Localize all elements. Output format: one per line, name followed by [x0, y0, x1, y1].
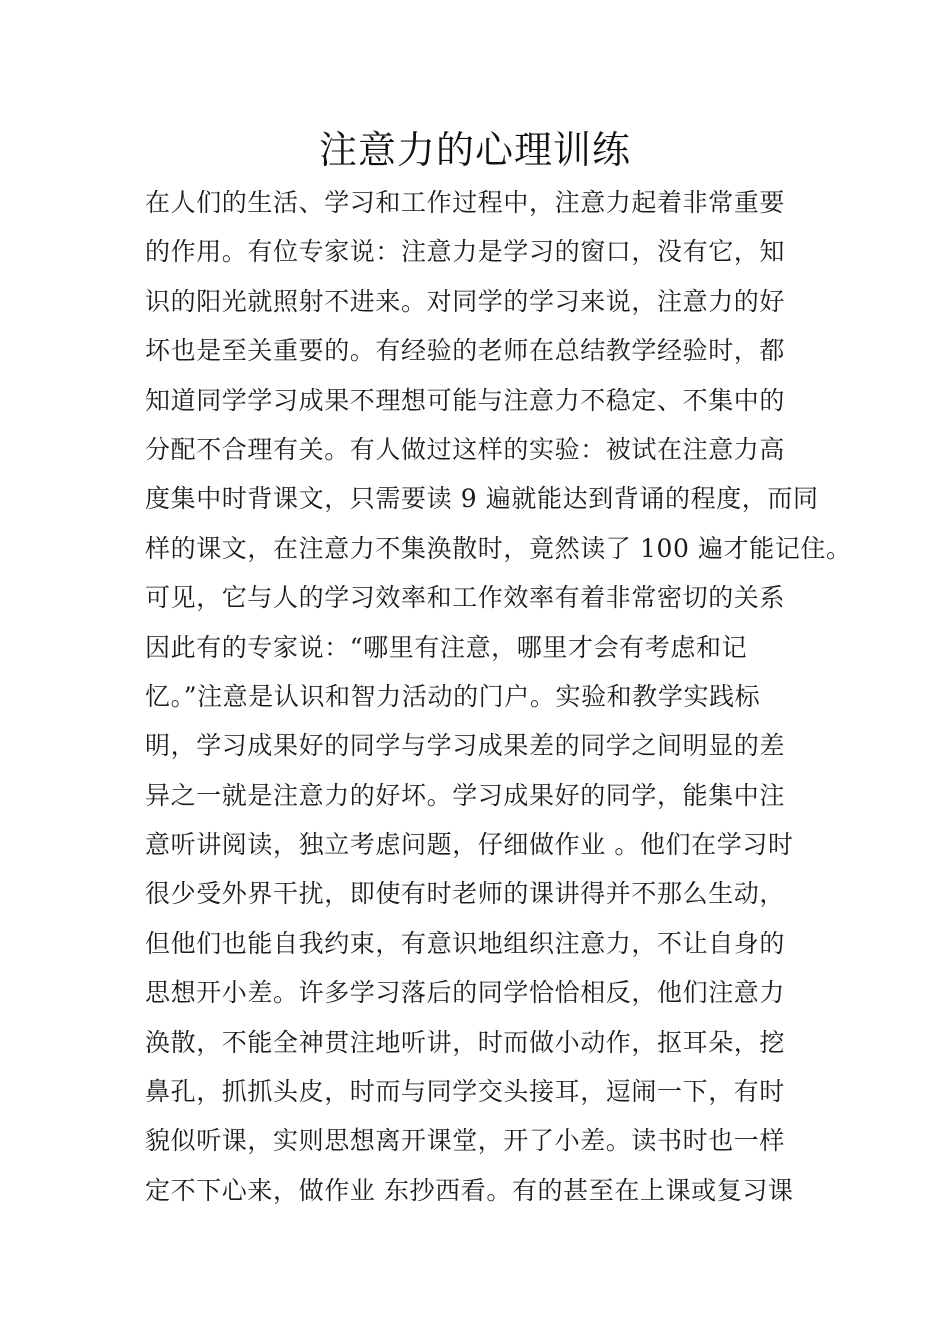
- body-line: 异之一就是注意力的好坏。学习成果好的同学，能集中注: [145, 780, 786, 810]
- document-body: [145, 178, 852, 1215]
- body-line: 知道同学学习成果不理想可能与注意力不稳定、不集中的: [145, 385, 786, 415]
- body-line: 意听讲阅读，独立考虑问题，仔细做作业 。他们在学习时: [145, 830, 794, 860]
- body-line: 很少受外界干扰，即使有时老师的课讲得并不那么生动，: [145, 879, 786, 909]
- body-line: 貌似听课，实则思想离开课堂，开了小差。读书时也一样: [145, 1126, 786, 1156]
- body-line: 忆。”注意是认识和智力活动的门户。实验和教学实践标: [145, 681, 761, 711]
- body-line: 在人们的生活、学习和工作过程中，注意力起着非常重要: [145, 188, 786, 217]
- body-line: 的作用。有位专家说：注意力是学习的窗口，没有它，知: [145, 237, 786, 267]
- document-title: 注意力的心理训练: [318, 128, 631, 172]
- body-line: 思想开小差。许多学习落后的同学恰恰相反，他们注意力: [145, 978, 786, 1008]
- body-line: 涣散，不能全神贯注地听讲，时而做小动作，抠耳朵，挖: [145, 1027, 786, 1057]
- body-line: 样的课文，在注意力不集涣散时，竟然读了 100 遍才能记住。: [145, 533, 852, 563]
- body-line: 分配不合理有关。有人做过这样的实验：被试在注意力高: [145, 434, 786, 464]
- body-line: 坏也是至关重要的。有经验的老师在总结教学经验时，都: [145, 336, 786, 366]
- body-line: 明，学习成果好的同学与学习成果差的同学之间明显的差: [145, 731, 786, 761]
- body-line: 因此有的专家说：“哪里有注意，哪里才会有考虑和记: [145, 632, 748, 662]
- body-line: 可见，它与人的学习效率和工作效率有着非常密切的关系: [145, 583, 786, 613]
- body-line: 定不下心来，做作业 东抄西看。有的甚至在上课或复习课: [145, 1175, 794, 1205]
- body-line: 鼻孔，抓抓头皮，时而与同学交头接耳，逗闹一下，有时: [145, 1077, 786, 1107]
- body-line: 度集中时背课文，只需要读 9 遍就能达到背诵的程度，而同: [145, 484, 819, 514]
- body-line: 但他们也能自我约束，有意识地组织注意力，不让自身的: [145, 928, 786, 958]
- body-line: 识的阳光就照射不进来。对同学的学习来说，注意力的好: [145, 286, 786, 316]
